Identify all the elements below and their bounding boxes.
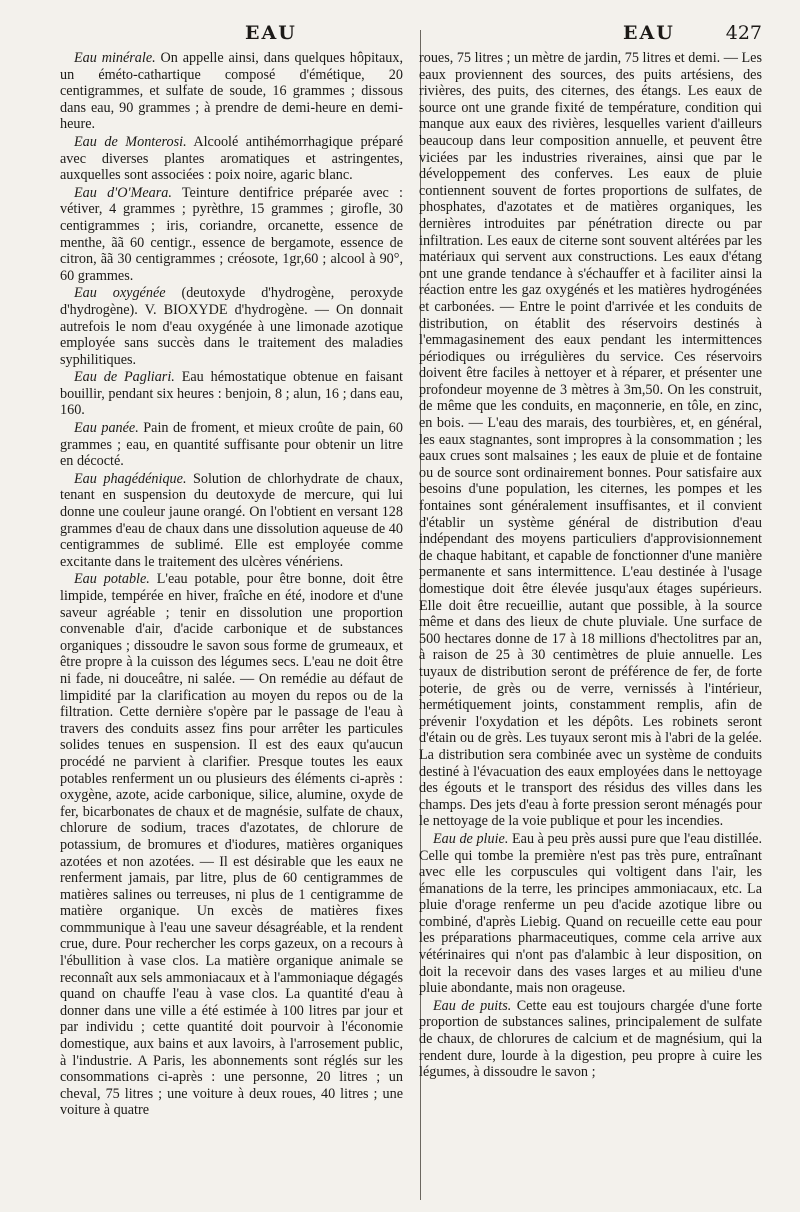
right-column [419, 50, 762, 1119]
entry-eau-de-pluie [419, 831, 762, 997]
entry-term: Eau minérale. [74, 50, 156, 66]
entry-term: Eau de Monterosi. [74, 133, 187, 150]
entry-text: Teinture dentifrice préparée avec : vétiver, 4 grammes ; pyrèthre, 15 grammes ; girofle, 30 centigrammes ; iris, coriandre, orcanette, essence de menthe, ãã 60 centigr., essence de bergamote, essence de citron, ãã 30 centigrammes ; créosote, 1gr,60 ; alcool à 90°, 60 grammes. [60, 184, 403, 284]
text-columns [60, 50, 770, 1119]
entry-eau-oxygenee [60, 285, 403, 368]
entry-text: roues, 75 litres ; un mètre de jardin, 75 litres et demi. — Les eaux proviennent des sources, des puits artésiens, des rivières, des puits, des citernes, des étangs. Les eaux de source ont une grande fixité de température, condition qui manque aux eaux des rivières, lesquelles varient d'ailleurs beaucoup dans leur composition annuelle, et peuvent être viciées par les industries riveraines, ainsi que par le développement des conferves. Les eaux de pluie contiennent souvent de fortes proportions de sulfates, de phosphates, d'azotates et de matières organiques, les dernières introduites par pénétration directe ou par infiltration. Les eaux de citerne sont souvent altérées par les matériaux qui servent aux constructions. Les eaux d'étang ont une grande tendance à s'échauffer et à faciliter ainsi la réaction entre les gaz oxygénés et les matières hydrogénées et carbonées. — Entre le point d'arrivée et les conduits de distribution, on établit des réservoirs destinés à l'emmagasinement des eaux pendant les intermittences périodiques ou irrégulières du service. Ces réservoirs doivent être faciles à nettoyer et à réparer, et présenter une profondeur moyenne de 3 mètres à 3m,50. On les construit, de même que les conduits, en maçonnerie, en tôle, en zinc, en bois. — L'eau des marais, des tourbières, et, en général, les eaux stagnantes, sont impropres à la consommation ; les eaux crues sont malsaines ; les eaux de pluie et de fontaine ou de source sont ordinairement bonnes. Pour satisfaire aux besoins d'une population, les citernes, les pompes et les fontaines sont généralement insuffisantes, et il convient d'établir un système général de distribution d'eau indépendant des moyens particuliers d'approvisionnement de chaque habitant, et capable de fonctionner d'une manière permanente et sans intermittence. L'eau destinée à l'usage domestique doit être élevée jusqu'aux étages supérieurs. Elle doit être recueillie, autant que possible, à la source même et dans des lieux de chute pluviale. Une surface de 500 hectares donne de 17 à 18 millions d'hectolitres par an, à raison de 25 à 30 centimètres de pluie annuelle. Les tuyaux de distribution seront de préférence de fer, de forte poterie, de grès ou de verre, vernissés à l'intérieur, hermétiquement joints, constamment remplis, afin de prévenir l'oxydation et les dépôts. Les robinets seront d'étain ou de grès. Les tuyaux seront mis à l'abri de la gelée. La distribution sera combinée avec un système de conduits destiné à l'évacuation des eaux employées dans le nettoyage des égouts et le transport des résidus des villes dans les champs. Des jets d'eau à forte pression seront ménagés pour le nettoyage de la voie publique et pour les incendies. [419, 50, 762, 830]
entry-eau-phagedenique [60, 471, 403, 571]
entry-eau-de-pagliari [60, 369, 403, 419]
entry-eau-panee [60, 420, 403, 470]
entry-text: Cette eau est toujours chargée d'une forte proportion de substances salines, principalement de sulfate de chaux, de chlorures de calcium et de magnésium, qui la rendent dure, lourde à la digestion, peu propre à cuire les légumes, à dissoudre le savon ; [419, 997, 762, 1081]
entry-term: Eau potable. [74, 571, 150, 588]
entry-term: Eau phagédénique. [74, 470, 187, 487]
entry-term: Eau d'O'Meara. [74, 184, 172, 201]
entry-text: (deutoxyde d'hydrogène, peroxyde d'hydrogène). V. BIOXYDE d'hydrogène. — On donnait autrefois le nom d'eau oxygénée à une limonade azotique employée sans succès dans le traitement des maladies syphilitiques. [60, 285, 403, 368]
page-number: 427 [725, 22, 762, 44]
entry-eau-minerale [60, 50, 403, 133]
running-head [60, 22, 770, 50]
entry-text: On appelle ainsi, dans quelques hôpitaux, un éméto-cathartique composé d'émétique, 20 centigrammes, et sulfate de soude, 16 grammes ; dissous dans eau, 90 grammes ; à prendre de demi-heure en demi-heure. [60, 50, 404, 133]
entry-term: Eau de pluie. [433, 830, 509, 847]
entry-term: Eau panée. [74, 420, 139, 437]
entry-text: Alcoolé antihémorrhagique préparé avec diverses plantes aromatiques et astringentes, auxquelles sont associées : poix noire, agaric blanc. [60, 133, 403, 184]
entry-term: Eau de Pagliari. [74, 369, 175, 386]
entry-text: Eau à peu près aussi pure que l'eau distillée. Celle qui tombe la première n'est pas très pure, entraînant avec elle les corpuscules qui voltigent dans l'air, les émanations de la terre, les principes ammoniacaux, etc. La pluie d'orage renferme un peu d'acide azotique libre ou combiné, d'après Liebig. Quand on recueille cette eau pour les préparations pharmaceutiques, comme cela arrive aux vétérinaires qui n'ont pas d'alambic à leur disposition, on doit la recevoir dans des vases larges et au milieu d'une pluie abondante, mais non orageuse. [419, 830, 762, 997]
entry-eau-potable-continued [419, 50, 762, 830]
header-right-word: EAU [623, 22, 675, 44]
entry-text: L'eau potable, pour être bonne, doit être limpide, tempérée en hiver, fraîche en été, inodore et d'une saveur agréable ; tenir en dissolution une proportion convenable d'air, d'acide carbonique et de substances organiques ; dissoudre le savon sous forme de grumeaux, et être propre à la cuisson des légumes secs. L'eau ne doit être ni fade, ni douceâtre, ni salée. — On remédie au défaut de limpidité par la clarification au moyen du repos ou de la filtration. Cette dernière s'opère par le passage de l'eau à travers des conduits assez fins pour arrêter les particules solides tenues en suspension. Il est des eaux qu'aucun procédé ne parvient à clarifier. Presque toutes les eaux potables renferment un ou plusieurs des éléments ci-après : oxygène, azote, acide carbonique, silice, alumine, oxyde de fer, bicarbonates de chaux et de magnésie, sulfate de chaux, chlorure de sodium, traces d'azotates, de chlorure de potassium, de bromures et d'iodures, matières organiques azotées et non azotées. — Il est désirable que les eaux ne renferment jamais, par litre, plus de 60 centigrammes de matières salines ou terreuses, ni plus de 1 centigramme de matière organique. Un excès de matières fixes commmunique à l'eau une saveur désagréable, et la rendent crue, dure. Pour rechercher les corps gazeux, on a recours à l'ébullition à vase clos. La matière organique animale se reconnaît aux sels ammoniacaux et à l'ammoniaque dégagés quand on chauffe l'eau à vase clos. La quantité d'eau à donner dans une ville a été estimée à 100 litres par jour et par individu ; cette quantité doit pourvoir à l'économie domestique, aux bains et aux lavoirs, à l'arrosement public, à l'industrie. A Paris, les abonnements sont réglés sur les consommations ci-après : une personne, 20 litres ; un cheval, 75 litres ; une voiture à deux roues, 40 litres ; une voiture à quatre [60, 571, 403, 1119]
entry-eau-potable [60, 571, 403, 1119]
entry-term: Eau de puits. [433, 997, 512, 1014]
left-column [60, 50, 403, 1119]
entry-eau-d-omeara [60, 185, 403, 285]
header-left-word: EAU [245, 22, 297, 44]
entry-text: Eau hémostatique obtenue en faisant bouillir, pendant six heures : benjoin, 8 ; alun, 16 ; dans eau, 160. [60, 369, 403, 419]
entry-text: Solution de chlorhydrate de chaux, tenant en suspension du deutoxyde de mercure, qui lui donne une couleur jaune orangé. On l'obtient en versant 128 grammes d'eau de chaux dans une dissolution aqueuse de 40 centigrammes de sublimé. Elle est employée comme excitante dans le traitement des ulcères vénériens. [60, 470, 404, 570]
entry-text: Pain de froment, et mieux croûte de pain, 60 grammes ; eau, en quantité suffisante pour obtenir un litre en décocté. [60, 420, 403, 470]
entry-eau-de-monterosi [60, 134, 403, 184]
entry-term: Eau oxygénée [74, 285, 166, 302]
entry-eau-de-puits [419, 998, 762, 1081]
